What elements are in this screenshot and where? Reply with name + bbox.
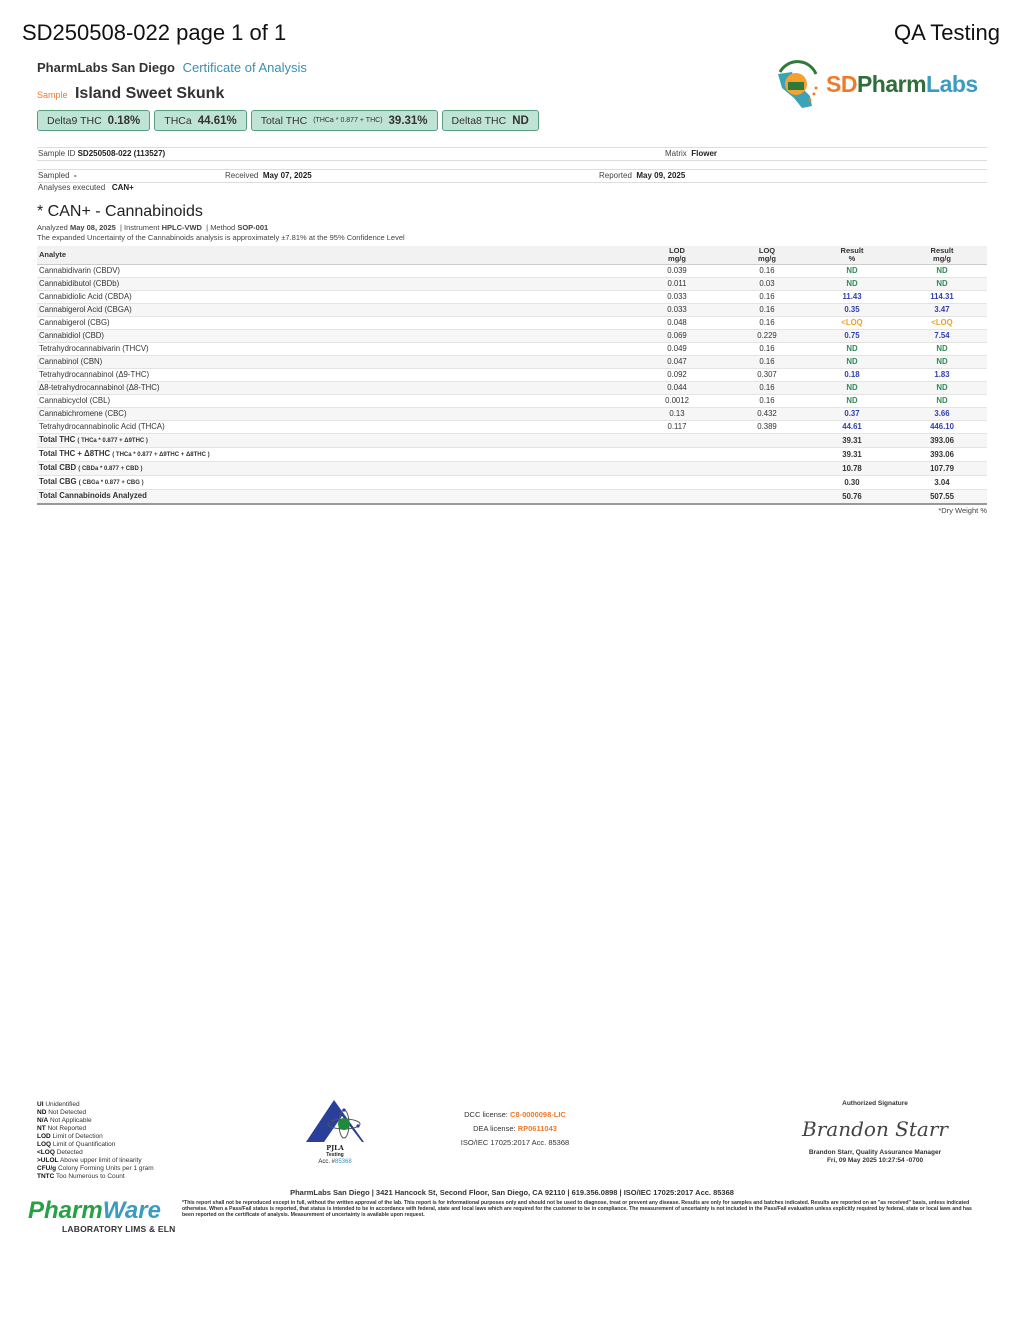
table-row <box>37 317 987 330</box>
lod-value: 0.033 <box>627 304 727 317</box>
lod-value: 0.092 <box>627 369 727 382</box>
analyte-name: Tetrahydrocannabivarin (THCV) <box>37 343 627 356</box>
total-pct: 10.78 <box>807 462 897 476</box>
result-pct: ND <box>807 356 897 369</box>
loq-value: 0.16 <box>727 291 807 304</box>
total-label-cell <box>37 490 627 505</box>
legend-abbr: <LOQ <box>37 1149 55 1156</box>
col-result-mg-unit: mg/g <box>933 254 951 263</box>
legend-item <box>37 1173 237 1181</box>
signature-heading: Authorized Signature <box>842 1100 908 1107</box>
method-value: SOP-001 <box>237 223 269 232</box>
table-row <box>37 278 987 291</box>
total-formula: ( THCa * 0.877 + Δ9THC + Δ8THC ) <box>112 452 210 458</box>
dcc-label: DCC license: <box>464 1110 508 1119</box>
result-pct: ND <box>807 343 897 356</box>
badge-thca <box>154 110 246 131</box>
empty-cell <box>627 448 727 462</box>
total-row <box>37 476 987 490</box>
result-mg: 114.31 <box>897 291 987 304</box>
legend-abbr: CFU/g <box>37 1165 57 1172</box>
analyte-name: Cannabidiol (CBD) <box>37 330 627 343</box>
dry-weight-note: *Dry Weight % <box>938 506 987 515</box>
col-loq <box>727 246 807 265</box>
lod-value: 0.039 <box>627 265 727 278</box>
analyte-name: Cannabidivarin (CBDV) <box>37 265 627 278</box>
result-pct: 0.75 <box>807 330 897 343</box>
result-pct: 0.35 <box>807 304 897 317</box>
sampled-label: Sampled <box>38 171 70 180</box>
legend-text: Limit of Quantification <box>52 1141 116 1148</box>
analyte-name: Cannabigerol Acid (CBGA) <box>37 304 627 317</box>
result-pct: 11.43 <box>807 291 897 304</box>
legend-item <box>37 1165 237 1173</box>
table-row <box>37 421 987 434</box>
legend-abbr: ND <box>37 1109 47 1116</box>
info-block <box>37 147 987 193</box>
sdpharmlabs-logo <box>772 58 992 112</box>
total-label: Total CBG <box>39 477 77 486</box>
result-mg: ND <box>897 382 987 395</box>
legend-abbr: UI <box>37 1101 44 1108</box>
pjla-accreditation <box>300 1098 370 1167</box>
info-row-dates <box>37 169 987 183</box>
result-pct: 44.61 <box>807 421 897 434</box>
lod-value: 0.047 <box>627 356 727 369</box>
loq-value: 0.16 <box>727 304 807 317</box>
info-row-sample-id <box>37 147 987 161</box>
table-row <box>37 304 987 317</box>
total-mg: 393.06 <box>897 448 987 462</box>
badge-label: Total THC <box>260 114 308 127</box>
total-label-cell <box>37 462 627 476</box>
badge-delta8-thc <box>442 110 539 131</box>
handwritten-signature: Brandon Starr <box>802 1117 948 1141</box>
result-mg: ND <box>897 356 987 369</box>
col-result-mg <box>897 246 987 265</box>
result-mg: <LOQ <box>897 317 987 330</box>
total-row <box>37 448 987 462</box>
table-row <box>37 265 987 278</box>
total-label: Total THC + Δ8THC <box>39 449 111 458</box>
result-mg: ND <box>897 395 987 408</box>
analyzed-value: May 08, 2025 <box>69 223 116 232</box>
total-pct: 39.31 <box>807 434 897 448</box>
doc-type: Certificate of Analysis <box>182 60 307 75</box>
total-mg: 107.79 <box>897 462 987 476</box>
total-row <box>37 462 987 476</box>
instrument-value: HPLC-VWD <box>161 223 202 232</box>
legend-item <box>37 1141 237 1149</box>
total-label-cell <box>37 434 627 448</box>
col-result-pct <box>807 246 897 265</box>
legend-item <box>37 1101 237 1109</box>
col-loq-unit: mg/g <box>758 254 776 263</box>
legend-abbr: TNTC <box>37 1173 55 1180</box>
legend-text: Colony Forming Units per 1 gram <box>57 1165 154 1172</box>
sample-tag: Sample <box>37 90 68 100</box>
pjla-name: PJLA <box>326 1144 344 1152</box>
analyses-label: Analyses executed <box>38 183 106 192</box>
legend-text: Too Numerous to Count <box>56 1173 125 1180</box>
analyte-name: Cannabichromene (CBC) <box>37 408 627 421</box>
empty-cell <box>727 490 807 505</box>
empty-cell <box>727 434 807 448</box>
result-mg: 3.66 <box>897 408 987 421</box>
empty-cell <box>627 476 727 490</box>
total-mg: 3.04 <box>897 476 987 490</box>
table-row <box>37 395 987 408</box>
abbreviation-legend <box>37 1101 237 1181</box>
legend-item <box>37 1125 237 1133</box>
result-pct: ND <box>807 278 897 291</box>
summary-badges <box>37 110 539 131</box>
table-header-row <box>37 246 987 265</box>
acc-label: Acc. # <box>318 1159 335 1165</box>
legend-text: Not Detected <box>48 1109 87 1116</box>
analyte-name: Δ8-tetrahydrocannabinol (Δ8-THC) <box>37 382 627 395</box>
total-mg: 393.06 <box>897 434 987 448</box>
loq-value: 0.16 <box>727 343 807 356</box>
pw-pharm: Pharm <box>28 1197 103 1224</box>
legend-abbr: >ULOL <box>37 1157 59 1164</box>
licenses <box>430 1108 600 1150</box>
badge-delta9-thc <box>37 110 150 131</box>
result-pct: 0.18 <box>807 369 897 382</box>
total-row <box>37 490 987 505</box>
badge-formula: (THCa * 0.877 + THC) <box>313 117 383 124</box>
logo-sd: SD <box>826 71 857 97</box>
legend-text: Not Applicable <box>50 1117 92 1124</box>
col-analyte: Analyte <box>37 246 627 265</box>
result-mg: ND <box>897 265 987 278</box>
result-pct: ND <box>807 265 897 278</box>
total-formula: ( CBDa * 0.877 + CBD ) <box>78 466 143 472</box>
footer-address: PharmLabs San Diego | 3421 Hancock St, Second Floor, San Diego, CA 92110 | 619.356.0898 | ISO/IEC 17025:2017 Acc. 85368 <box>290 1188 734 1197</box>
received-label: Received <box>225 171 259 180</box>
pw-sub: LABORATORY LIMS & ELN <box>62 1224 176 1234</box>
lod-value: 0.0012 <box>627 395 727 408</box>
loq-value: 0.229 <box>727 330 807 343</box>
col-lod <box>627 246 727 265</box>
badge-value: 44.61% <box>197 114 237 127</box>
loq-value: 0.16 <box>727 356 807 369</box>
col-lod-label: LOD <box>669 246 685 255</box>
analyses-value: CAN+ <box>111 183 134 192</box>
result-pct: ND <box>807 382 897 395</box>
analyte-name: Cannabinol (CBN) <box>37 356 627 369</box>
dea-label: DEA license: <box>473 1124 516 1133</box>
result-mg: 1.83 <box>897 369 987 382</box>
empty-cell <box>627 462 727 476</box>
table-row <box>37 408 987 421</box>
result-pct: 0.37 <box>807 408 897 421</box>
cannabinoids-table <box>37 246 987 505</box>
legend-abbr: NT <box>37 1125 46 1132</box>
pw-ware: Ware <box>102 1197 161 1224</box>
logo-pharm: Pharm <box>856 71 927 97</box>
analyte-name: Tetrahydrocannabinol (Δ9-THC) <box>37 369 627 382</box>
col-result-mg-label: Result <box>930 246 954 255</box>
lod-value: 0.048 <box>627 317 727 330</box>
iso-accreditation: ISO/IEC 17025:2017 Acc. 85368 <box>460 1138 570 1147</box>
lod-value: 0.011 <box>627 278 727 291</box>
total-mg: 507.55 <box>897 490 987 505</box>
table-row <box>37 382 987 395</box>
badge-value: 0.18% <box>107 114 141 127</box>
reported-label: Reported <box>599 171 632 180</box>
empty-cell <box>727 448 807 462</box>
result-mg: 3.47 <box>897 304 987 317</box>
table-row <box>37 356 987 369</box>
badge-label: Delta8 THC <box>451 114 507 127</box>
lod-value: 0.033 <box>627 291 727 304</box>
method-label: | Method <box>206 223 236 232</box>
lod-value: 0.069 <box>627 330 727 343</box>
lab-line <box>37 60 307 76</box>
dcc-license: C8-0000098-LIC <box>509 1110 566 1119</box>
signature-timestamp: Fri, 09 May 2025 10:27:54 -0700 <box>826 1157 924 1164</box>
col-result-pct-label: Result <box>840 246 864 255</box>
legend-item <box>37 1133 237 1141</box>
lod-value: 0.044 <box>627 382 727 395</box>
result-mg: 7.54 <box>897 330 987 343</box>
logo-labs: Labs <box>926 71 978 97</box>
legend-text: Above upper limit of linearity <box>59 1157 142 1164</box>
matrix-label: Matrix <box>665 149 687 158</box>
legend-item <box>37 1109 237 1117</box>
legend-text: Unidentified <box>45 1101 80 1108</box>
analyte-name: Cannabigerol (CBG) <box>37 317 627 330</box>
loq-value: 0.16 <box>727 382 807 395</box>
result-pct: ND <box>807 395 897 408</box>
california-sun-logo-icon <box>772 58 828 114</box>
instrument-label: | Instrument <box>120 223 160 232</box>
lod-value: 0.13 <box>627 408 727 421</box>
page-id: SD250508-022 page 1 of 1 <box>22 20 287 45</box>
loq-value: 0.16 <box>727 265 807 278</box>
legend-item <box>37 1157 237 1165</box>
lab-name: PharmLabs San Diego <box>37 60 175 75</box>
uncertainty-note: The expanded Uncertainty of the Cannabinoids analysis is approximately ±7.81% at the 95% Confidence Level <box>37 233 405 242</box>
total-pct: 0.30 <box>807 476 897 490</box>
badge-total-thc <box>251 110 438 131</box>
sampled-value: - <box>74 171 77 180</box>
loq-value: 0.389 <box>727 421 807 434</box>
acc-number: 85368 <box>335 1159 352 1165</box>
loq-value: 0.16 <box>727 317 807 330</box>
sample-id-value: SD250508-022 (113527) <box>77 149 166 158</box>
analyzed-label: Analyzed <box>37 223 68 232</box>
col-loq-label: LOQ <box>758 246 776 255</box>
badge-label: Delta9 THC <box>47 114 102 127</box>
pjla-logo-icon <box>304 1098 366 1144</box>
legend-text: Not Reported <box>47 1125 87 1132</box>
footer-disclaimer: *This report shall not be reproduced except in full, without the written approval of the lab. This report is for informational purposes only and should not be used to diagnose, treat or prevent any disease. Results are only for samples and batches indicated. Results are reported on an "as received" basis, unless indicated otherwise. When a Pass/Fail status is reported, that status is intended to be in accordance with federal, state and local laws which are required for the customer to be in compliance. The measurement of uncertainty is not included in the Pass/Fail evaluation unless explicitly required by federal, state or local laws and has been reported on the certificate of analysis. Measurement of uncertainty is available upon request. <box>182 1200 972 1218</box>
signer-name-title: Brandon Starr, Quality Assurance Manager <box>808 1149 942 1156</box>
dea-license: RP0611043 <box>517 1124 557 1133</box>
legend-text: Limit of Detection <box>52 1133 103 1140</box>
lod-value: 0.049 <box>627 343 727 356</box>
analyte-name: Cannabicyclol (CBL) <box>37 395 627 408</box>
result-pct: <LOQ <box>807 317 897 330</box>
lod-value: 0.117 <box>627 421 727 434</box>
legend-abbr: N/A <box>37 1117 49 1124</box>
loq-value: 0.432 <box>727 408 807 421</box>
total-label: Total Cannabinoids Analyzed <box>39 491 147 500</box>
pjla-sub: Testing <box>326 1152 344 1158</box>
empty-cell <box>727 476 807 490</box>
badge-value: 39.31% <box>388 114 428 127</box>
total-row <box>37 434 987 448</box>
sample-id-label: Sample ID <box>38 149 76 158</box>
table-row <box>37 291 987 304</box>
loq-value: 0.16 <box>727 395 807 408</box>
total-label-cell <box>37 476 627 490</box>
qa-testing-title: QA Testing <box>894 20 1000 45</box>
info-row-analyses <box>37 183 987 193</box>
total-label: Total THC <box>39 435 76 444</box>
total-label-cell <box>37 448 627 462</box>
col-result-pct-unit: % <box>848 254 856 263</box>
result-mg: ND <box>897 278 987 291</box>
empty-cell <box>627 434 727 448</box>
result-mg: ND <box>897 343 987 356</box>
analyte-name: Tetrahydrocannabinolic Acid (THCA) <box>37 421 627 434</box>
total-label: Total CBD <box>39 463 77 472</box>
empty-cell <box>727 462 807 476</box>
legend-text: Detected <box>56 1149 83 1156</box>
sample-name: Island Sweet Skunk <box>74 85 225 102</box>
section-subtitle <box>37 223 405 243</box>
result-mg: 446.10 <box>897 421 987 434</box>
legend-item <box>37 1117 237 1125</box>
loq-value: 0.307 <box>727 369 807 382</box>
signature-block <box>780 1100 970 1165</box>
total-formula: ( THCa * 0.877 + Δ9THC ) <box>77 438 148 444</box>
analyte-name: Cannabidiolic Acid (CBDA) <box>37 291 627 304</box>
logo-wordmark <box>826 70 978 98</box>
legend-abbr: LOD <box>37 1133 51 1140</box>
total-pct: 39.31 <box>807 448 897 462</box>
matrix-value: Flower <box>691 149 718 158</box>
sample-line <box>37 84 224 105</box>
received-value: May 07, 2025 <box>262 171 312 180</box>
table-row <box>37 369 987 382</box>
analyte-name: Cannabidibutol (CBDb) <box>37 278 627 291</box>
legend-item <box>37 1149 237 1157</box>
badge-label: THCa <box>164 114 192 127</box>
table-row <box>37 330 987 343</box>
loq-value: 0.03 <box>727 278 807 291</box>
legend-abbr: LOQ <box>37 1141 52 1148</box>
empty-cell <box>627 490 727 505</box>
col-lod-unit: mg/g <box>668 254 686 263</box>
badge-value: ND <box>512 114 529 127</box>
total-pct: 50.76 <box>807 490 897 505</box>
section-title: * CAN+ - Cannabinoids <box>37 203 203 220</box>
total-formula: ( CBGa * 0.877 + CBG ) <box>78 480 144 486</box>
reported-value: May 09, 2025 <box>636 171 686 180</box>
pharmware-logo <box>28 1197 176 1246</box>
table-row <box>37 343 987 356</box>
